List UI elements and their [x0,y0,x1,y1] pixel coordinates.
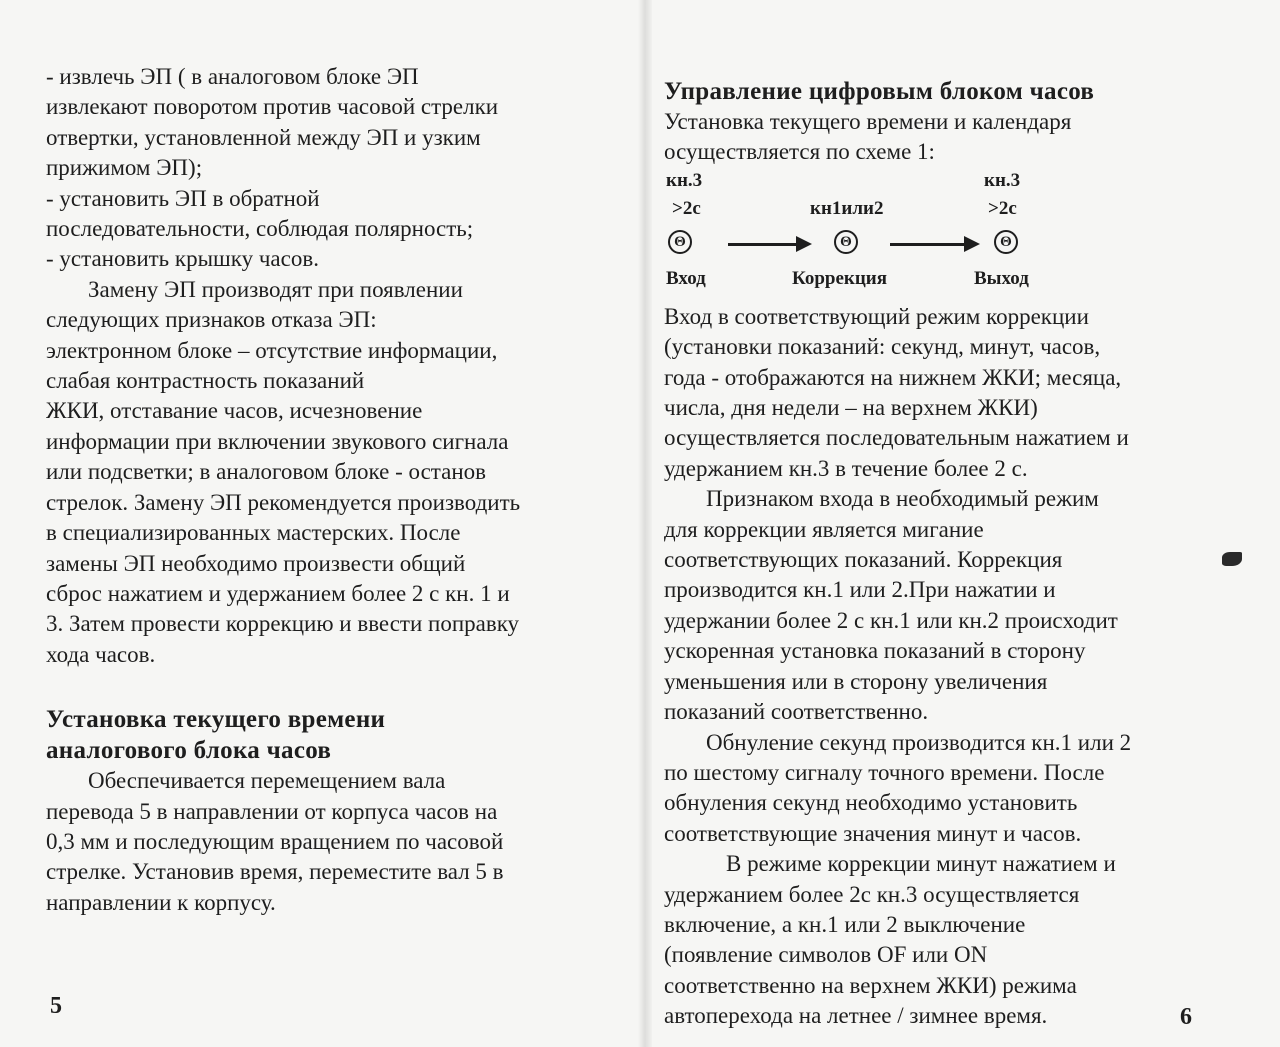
left-page [46,62,621,918]
page-fold [638,0,652,1047]
left-paragraph-failure-signs: Замену ЭП производят при появлении следующих признаков отказа ЭП: электронном блоке – отсутствие информации, слабая контрастность показаний ЖКИ, отставание часов, исчезновение информации при включении звукового сигнала или подсветки; в аналоговом блоке - останов стрелок. Замену ЭП рекомендуется производить в специализированных мастерских. После замены ЭП необходимо произвести общий сброс нажатием и удержанием более 2 с кн. 1 и 3. Затем провести коррекцию и ввести поправку хода часов. [46,276,521,667]
right-paragraph-dst: В режиме коррекции минут нажатием и удержанием более 2с кн.3 осуществляется включение, а кн.1 или 2 выключение (появление символов OF или ON соответственно на верхнем ЖКИ) режима автоперехода на летнее / зимнее время. [664,851,1116,1029]
right-paragraph-seconds-reset: Обнуление секунд производится кн.1 или 2 по шестому сигналу точного времени. После обнуления секунд необходимо установить соответствующие значения минут и часов. [664,729,1132,846]
scheme-button-left: кн.3 [666,169,703,191]
right-paragraph-correction: Признаком входа в необходимый режим для коррекции является мигание соответствующих показаний. Коррекция производится кн.1 или 2.При нажатии и удержании более 2 с кн.1 или кн.2 происходит ускоренная установка показаний в сторону уменьшения или в сторону увеличения показаний соответственно. [664,486,1118,725]
page-number-left: 5 [50,993,62,1019]
right-paragraph-entry-mode: Вход в соответствующий режим коррекции (установки показаний: секунд, минут, часов, года - отображаются на нижнем ЖКИ; месяца, числа, дня недели – на верхнем ЖКИ) осуществляется последовательным нажатием и удержанием кн.3 в течение более 2 с. [664,303,1129,481]
scheme-1-diagram [664,168,1224,302]
right-page [664,76,1224,1032]
scheme-button-right: кн.3 [984,169,1021,191]
scheme-hold-right: >2с [988,197,1017,219]
scheme-label-enter: Вход [666,267,706,289]
scheme-button-middle: кн1или2 [810,197,884,219]
scheme-hold-left: >2с [672,197,701,219]
arrow-right-icon [728,243,798,246]
page-number-right: 6 [1180,1004,1192,1030]
right-section-heading: Управление цифровым блоком часов [664,78,1095,105]
left-paragraph-replacement-steps: - извлечь ЭП ( в аналоговом блоке ЭП извлекают поворотом против часовой стрелки отвертки, установленной между ЭП и узким прижимом ЭП); - установить ЭП в обратной последовательности, соблюдая полярность; - установить крышку часов. [46,64,499,272]
ink-smudge [1222,552,1242,566]
theta-icon: Θ [668,230,692,254]
theta-icon: Θ [994,230,1018,254]
left-paragraph-analog-setting: Обеспечивается перемещением вала перевода 5 в направлении от корпуса часов на 0,3 мм и последующим вращением по часовой стрелке. Установив время, переместите вал 5 в направлении к корпусу. [46,768,504,915]
scheme-label-exit: Выход [974,267,1029,289]
theta-icon: Θ [834,230,858,254]
left-section-heading: Установка текущего времени аналогового блока часов [46,706,386,765]
right-intro: Установка текущего времени и календаря осуществляется по схеме 1: [664,109,1072,165]
scheme-label-correction: Коррекция [792,267,888,289]
arrow-right-icon [890,243,966,246]
